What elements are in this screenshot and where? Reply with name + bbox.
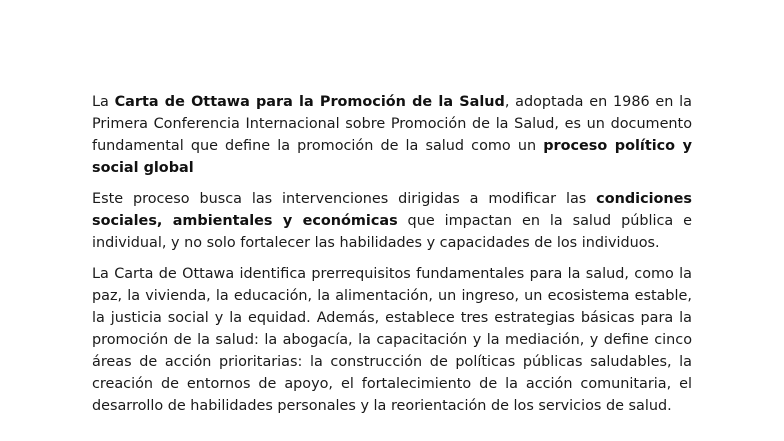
paragraph-intro	[92, 91, 692, 179]
text-segment: , adoptada en 1986 en la Primera Conferencia Internacional sobre Promoción de la Salud, es un documento fundamental que define la promoción de la salud como un	[92, 94, 692, 154]
text-segment: Este proceso busca las intervenciones dirigidas a modificar las	[92, 191, 597, 207]
paragraph-prerequisites	[92, 263, 692, 417]
text-segment: La Carta de Ottawa identifica prerrequisitos fundamentales para la salud, como la paz, la vivienda, la educación, la alimentación, un ingreso, un ecosistema estable, la justicia social y la equidad. Además, establece tres estrategias básicas para la promoción de la salud: la abogacía, la capacitación y la mediación, y define cinco áreas de acción prioritarias: la construcción de políticas públicas saludables, la creación de entornos de apoyo, el fortalecimiento de la acción comunitaria, el desarrollo de habilidades personales y la reorientación de los servicios de salud.	[92, 266, 692, 414]
text-segment: La	[92, 94, 115, 110]
bold-term-conditions: condiciones sociales, ambientales y económicas	[92, 191, 692, 229]
text-segment: que impactan en la salud pública e individual, y no solo fortalecer las habilidades y capacidades de los individuos.	[92, 213, 692, 251]
document-body	[92, 91, 692, 426]
bold-term-ottawa-charter: Carta de Ottawa para la Promoción de la Salud	[114, 94, 505, 110]
paragraph-process	[92, 188, 692, 254]
bold-term-global-process: proceso político y social global	[92, 138, 692, 176]
